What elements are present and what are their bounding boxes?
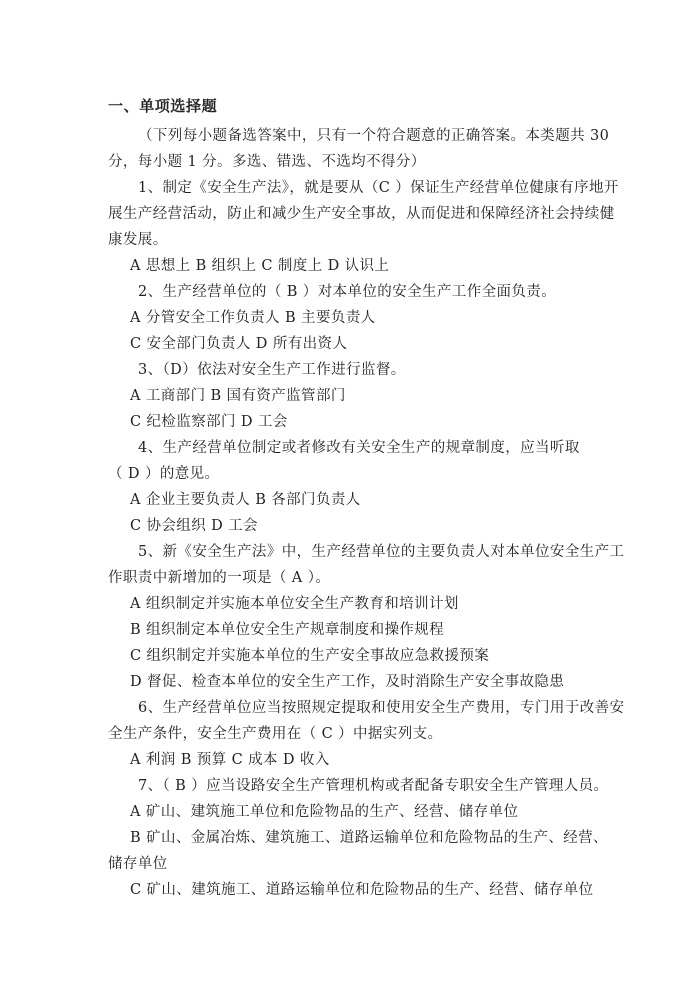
question-7-option: C 矿山、建筑施工、道路运输单位和危险物品的生产、经营、储存单位 — [130, 882, 594, 898]
instructions-line: 分，每小题 1 分。多选、错选、不选均不得分） — [108, 154, 426, 170]
question-3-option: A 工商部门 B 国有资产监管部门 — [130, 388, 346, 404]
question-5-option: A 组织制定并实施本单位安全生产教育和培训计划 — [130, 596, 459, 612]
question-3-line: 3、（D）依法对安全生产工作进行监督。 — [138, 362, 406, 378]
question-2-option: C 安全部门负责人 D 所有出资人 — [130, 336, 348, 352]
question-7-option-continued: 储存单位 — [108, 856, 168, 872]
instructions-line: （下列每小题备选答案中，只有一个符合题意的正确答案。本类题共 30 — [138, 128, 610, 144]
question-4-line: 4、生产经营单位制定或者修改有关安全生产的规章制度，应当听取 — [138, 440, 580, 456]
question-2-line: 2、生产经营单位的（ B ）对本单位的安全生产工作全面负责。 — [138, 284, 557, 300]
question-5-line: 作职责中新增加的一项是（ A ）。 — [108, 570, 331, 586]
question-5-line: 5、新《安全生产法》中，生产经营单位的主要负责人对本单位安全生产工 — [138, 544, 625, 560]
question-6-options: A 利润 B 预算 C 成本 D 收入 — [130, 752, 330, 768]
question-5-option: D 督促、检查本单位的安全生产工作，及时消除生产安全事故隐患 — [130, 674, 565, 690]
question-1-options: A 思想上 B 组织上 C 制度上 D 认识上 — [130, 258, 390, 274]
question-4-option: C 协会组织 D 工会 — [130, 518, 258, 534]
question-2-option: A 分管安全工作负责人 B 主要负责人 — [130, 310, 376, 326]
question-7-line: 7、（ B ）应当设路安全生产管理机构或者配备专职安全生产管理人员。 — [138, 778, 609, 794]
question-6-line: 全生产条件，安全生产费用在（ C ）中据实列支。 — [108, 726, 443, 742]
question-5-option: B 组织制定本单位安全生产规章制度和操作规程 — [130, 622, 445, 638]
question-6-line: 6、生产经营单位应当按照规定提取和使用安全生产费用，专门用于改善安 — [138, 700, 625, 716]
question-7-option: A 矿山、建筑施工单位和危险物品的生产、经营、储存单位 — [130, 804, 519, 820]
question-1-line: 康发展。 — [108, 232, 168, 248]
question-4-line: （ D ）的意见。 — [108, 466, 220, 482]
question-1-line: 1、制定《安全生产法》，就是要从（C ）保证生产经营单位健康有序地开 — [138, 180, 619, 196]
question-4-option: A 企业主要负责人 B 各部门负责人 — [130, 492, 361, 508]
question-3-option: C 纪检监察部门 D 工会 — [130, 414, 288, 430]
question-1-line: 展生产经营活动，防止和减少生产安全事故，从而促进和保障经济社会持续健 — [108, 206, 615, 222]
question-5-option: C 组织制定并实施本单位的生产安全事故应急救援预案 — [130, 648, 490, 664]
question-7-option: B 矿山、金属冶炼、建筑施工、道路运输单位和危险物品的生产、经营、 — [130, 830, 608, 846]
section-heading: 一、单项选择题 — [108, 97, 218, 115]
